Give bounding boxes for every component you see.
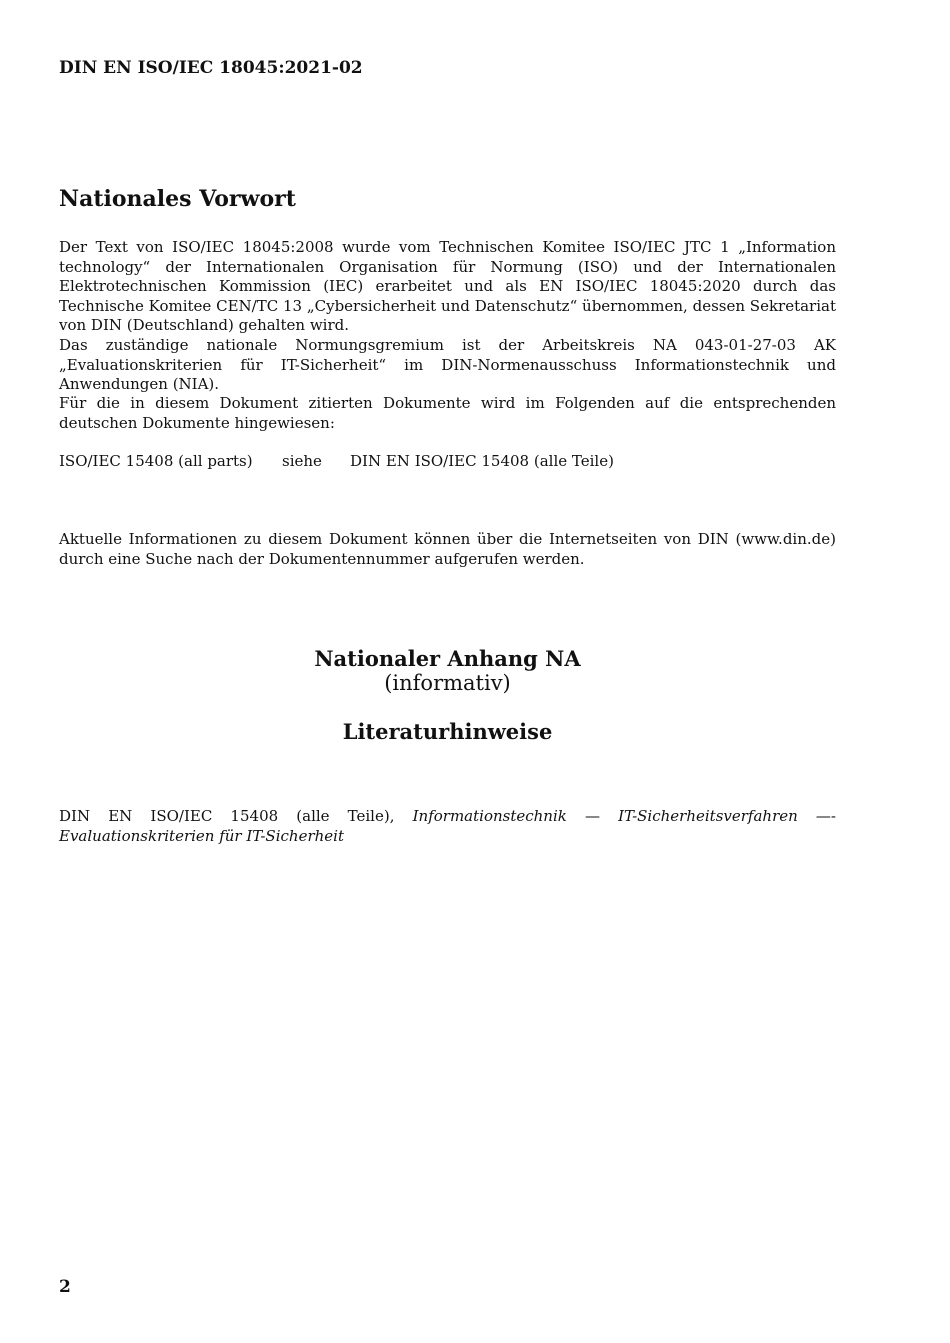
reference-relation: siehe <box>282 452 322 470</box>
annex-title: Nationaler Anhang NA <box>314 646 581 671</box>
foreword-paragraph-1: Der Text von ISO/IEC 18045:2008 wurde vom Technischen Komitee ISO/IEC JTC 1 „Information technology“ der Internationalen Organisation für Normung (ISO) und der Internationalen Elektrotechnischen Kommission (IEC) erarbeitet und als EN ISO/IEC 18045:2020 durch das Technische Komitee CEN/TC 13 „Cybersicherheit und Datenschutz“ übernommen, dessen Sekretariat von DIN (Deutschland) gehalten wird. <box>59 238 836 334</box>
bibliography-title: Literaturhinweise <box>342 719 553 744</box>
foreword-paragraph-2: Das zuständige nationale Normungsgremium ist der Arbeitskreis NA 043-01-27-03 AK „Evaluationskriterien für IT-Sicherheit“ im DIN-Normenausschuss Informationstechnik und Anwendungen (NIA). <box>59 336 836 393</box>
page-number: 2 <box>59 1277 71 1297</box>
document-header-id: DIN EN ISO/IEC 18045:2021-02 <box>59 58 363 78</box>
foreword-paragraph-3: Für die in diesem Dokument zitierten Dokumente wird im Folgenden auf die entsprechenden deutschen Dokumente hingewiesen: <box>59 394 836 432</box>
reference-target: DIN EN ISO/IEC 15408 (alle Teile) <box>350 452 614 470</box>
bibliography-entry-reference: DIN EN ISO/IEC 15408 (alle Teile), <box>59 807 413 825</box>
annex-subtitle: (informativ) <box>384 671 511 695</box>
foreword-title: Nationales Vorwort <box>59 186 296 212</box>
reference-source: ISO/IEC 15408 (all parts) <box>59 452 253 470</box>
bibliography-entry <box>59 806 836 846</box>
bibliography-entry-title: Informationstechnik — IT-Sicherheitsverfahren —- Evaluationskriterien für IT-Sicherheit <box>59 807 836 845</box>
foreword-paragraph-4: Aktuelle Informationen zu diesem Dokument können über die Internetseiten von DIN (www.din.de) durch eine Suche nach der Dokumentennummer aufgerufen werden. <box>59 530 836 568</box>
